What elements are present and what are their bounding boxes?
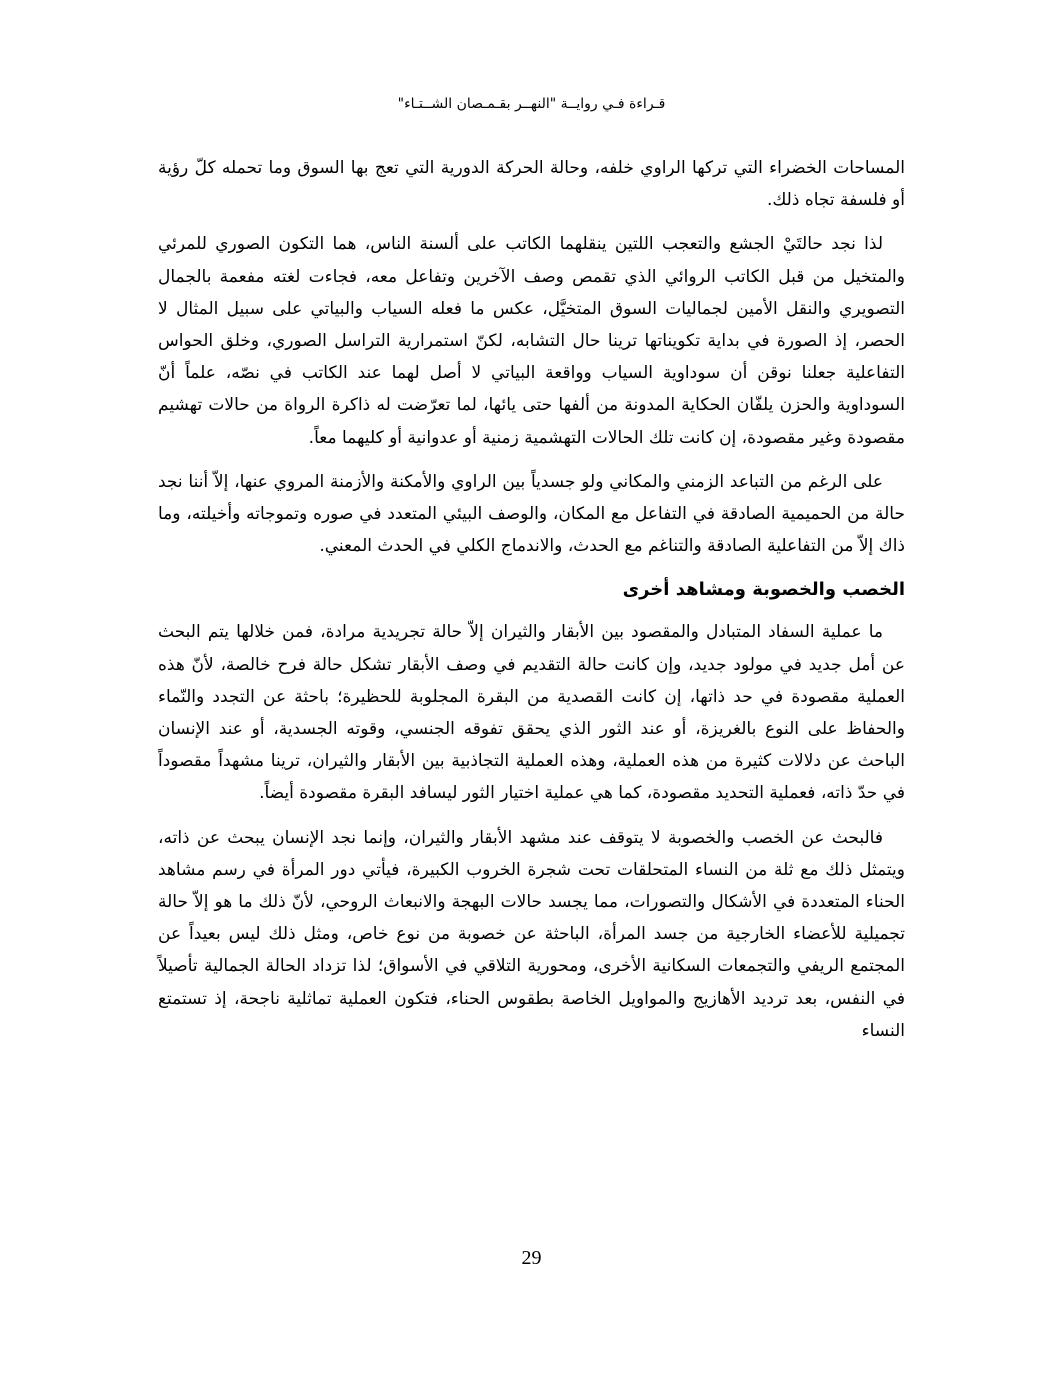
section-paragraph-1: ما عملية السفاد المتبادل والمقصود بين الأبقار والثيران إلاّ حالة تجريدية مرادة، فمن خلالها يتم البحث عن أمل جديد في مولود جديد، وإن كانت حالة التقديم في وصف الأبقار تشكل حالة فرح خالصة، لأنّ هذه العملية مقصودة في حد ذاتها، إن كانت القصدية من البقرة المجلوبة للحظيرة؛ باحثة عن التجدد والنّماء والحفاظ على النوع بالغريزة، أو عند الثور الذي يحقق تفوقه الجنسي، وقوته الجسدية، أو عند الإنسان الباحث عن دلالات كثيرة من هذه العملية، وهذه العملية التجاذبية بين الأبقار والثيران، ترينا مشهداً مقصوداً في حدّ ذاته، فعملية التحديد مقصودة، كما هي عملية اختيار الثور ليسافد البقرة مقصودة أيضاً.: [158, 622, 905, 804]
page-number: 29: [521, 1247, 542, 1269]
paragraph-1: المساحات الخضراء التي تركها الراوي خلفه، وحالة الحركة الدورية التي تعج بها السوق وما تحمله كلّ رؤية أو فلسفة تجاه ذلك.: [158, 158, 905, 211]
section-paragraph-2: فالبحث عن الخصب والخصوبة لا يتوقف عند مشهد الأبقار والثيران، وإنما نجد الإنسان يبحث عن ذاته، ويتمثل ذلك مع ثلة من النساء المتحلقات تحت شجرة الخروب الكبيرة، فيأتي دور المرأة في رسم مشاهد الحناء المتعددة في الأشكال والتصورات، مما يجسد حالات البهجة والانبعاث الروحي، لأنّ ذلك ما هو إلاّ حالة تجميلية للأعضاء الخارجية من جسد المرأة، الباحثة عن خصوبة من نوع خاص، ومثل ذلك ليس بعيداً عن المجتمع الريفي والتجمعات السكانية الأخرى، ومحورية التلاقي في الأسواق؛ لذا تزداد الحالة الجمالية تأصيلاً في النفس، بعد ترديد الأهازيج والمواويل الخاصة بطقوس الحناء، فتكون العملية تماثلية ناجحة، إذ تستمتع النساء: [158, 827, 905, 1041]
running-header: قـراءة فـي روايــة "النهــر بقـمـصان الشــتـاء": [397, 96, 666, 112]
paragraph-3: على الرغم من التباعد الزمني والمكاني ولو جسدياً بين الراوي والأمكنة والأزمنة المروي عنها، إلاّ أننا نجد حالة من الحميمية الصادقة في التفاعل مع المكان، والوصف البيئي المتعدد في صوره وتموجاته وأخيلته، وما ذاك إلاّ من التفاعلية الصادقة والتناغم مع الحدث، والاندماج الكلي في الحدث المعني.: [158, 471, 905, 557]
paragraph-2: لذا نجد حالتَيْ الجشع والتعجب اللتين ينقلهما الكاتب على ألسنة الناس، هما التكون الصوري للمرئي والمتخيل من قبل الكاتب الروائي الذي تقمص وصف الآخرين وتفاعل معه، فجاءت لغته مفعمة بالجمال التصويري والنقل الأمين لجماليات السوق المتخيَّل، عكس ما فعله السياب والبياتي على سبيل المثال لا الحصر، إذ الصورة في بداية تكويناتها ترينا حال التشابه، لكنّ استمرارية التراسل الصوري، وخلق الحواس التفاعلية جعلنا نوقن أن سوداوية السياب وواقعة البياتي لا أصل لهما عند الكاتب في نصّه، علماً أنّ السوداوية والحزن يلفّان الحكاية المدونة من ألفها حتى يائها، لما تعرّضت له ذاكرة الرواة من حالات تهشيم مقصودة وغير مقصودة، إن كانت تلك الحالات التهشمية زمنية أو عدوانية أو كليهما معاً.: [158, 234, 905, 448]
document-page: [158, 0, 905, 1375]
section-heading: الخصب والخصوبة ومشاهد أخرى: [622, 579, 905, 601]
body-text: [158, 152, 905, 1059]
